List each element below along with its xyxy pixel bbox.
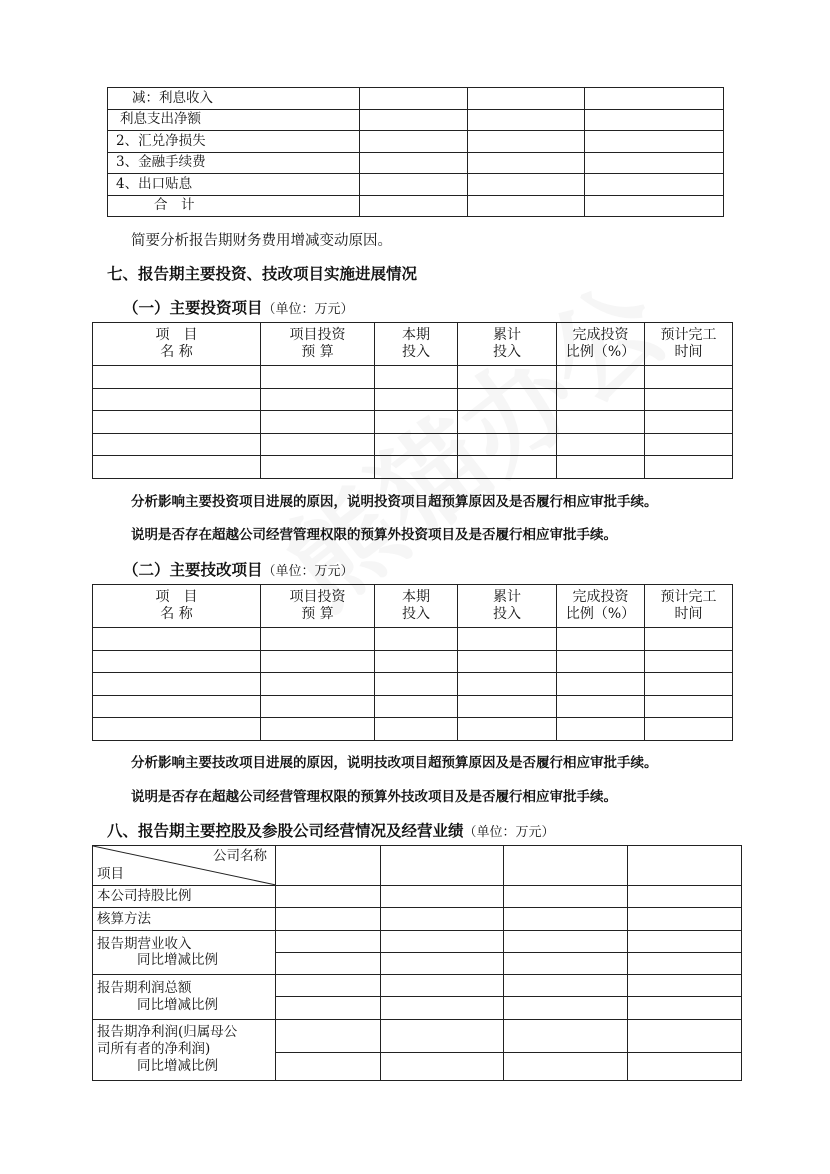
row-label: 2、汇兑净损失 <box>116 132 206 149</box>
table-row <box>93 930 742 952</box>
row-label: 减：利息收入 <box>132 89 213 106</box>
tech-subtitle-text: （二）主要技改项目 <box>123 560 263 579</box>
table-row <box>108 152 724 174</box>
row-label: 4、出口贴息 <box>116 175 193 192</box>
table-row <box>93 650 733 673</box>
table-cell <box>360 131 468 153</box>
section8-title <box>107 819 555 841</box>
header-cumulative-input: 累计 投入 <box>458 585 557 628</box>
diag-top-label: 公司名称 <box>213 848 267 864</box>
company-name-cell <box>504 846 628 886</box>
header-budget: 项目投资 预 算 <box>261 585 375 628</box>
header-row <box>93 585 733 628</box>
table-cell <box>585 195 724 217</box>
tech-subtitle <box>123 558 354 580</box>
table-row <box>93 673 733 696</box>
header-current-input: 本期 投入 <box>375 585 458 628</box>
header-row <box>93 323 733 366</box>
table-cell <box>585 88 724 110</box>
subsidiaries-table <box>92 845 742 1081</box>
table-cell <box>360 109 468 131</box>
row-label: 3、金融手续费 <box>116 154 206 171</box>
table-cell <box>360 88 468 110</box>
table-row <box>93 411 733 434</box>
table-cell <box>468 152 585 174</box>
diagonal-header-cell <box>93 846 276 886</box>
header-project-name: 项 目 名 称 <box>93 323 261 366</box>
invest-subtitle-text: （一）主要投资项目 <box>123 298 263 317</box>
table-row <box>108 109 724 131</box>
table-row <box>108 195 724 217</box>
tech-projects-table <box>92 584 733 741</box>
diag-bottom-label: 项目 <box>97 866 124 883</box>
company-name-cell <box>381 846 504 886</box>
header-completion-ratio: 完成投资 比例（%） <box>557 585 645 628</box>
table-cell <box>585 131 724 153</box>
table-cell <box>360 152 468 174</box>
header-budget: 项目投资 预 算 <box>261 323 375 366</box>
section8-unit: （单位：万元） <box>463 825 555 840</box>
table-row <box>93 908 742 930</box>
header-project-name: 项 目 名 称 <box>93 585 261 628</box>
table-cell <box>585 109 724 131</box>
row-label-revenue: 报告期营业收入 同比增减比例 <box>93 930 276 975</box>
table-row <box>93 456 733 479</box>
table-cell <box>468 88 585 110</box>
investment-projects-table <box>92 322 733 479</box>
tech-note-2: 说明是否存在超越公司经营管理权限的预算外技改项目及是否履行相应审批手续。 <box>131 789 617 805</box>
section7-title: 七、报告期主要投资、技改项目实施进展情况 <box>107 264 418 283</box>
tech-note-1: 分析影响主要技改项目进展的原因，说明技改项目超预算原因及是否履行相应审批手续。 <box>131 755 658 771</box>
table-row <box>93 886 742 908</box>
table-cell <box>468 195 585 217</box>
table-cell <box>360 174 468 196</box>
header-row <box>93 846 742 886</box>
header-completion-ratio: 完成投资 比例（%） <box>557 323 645 366</box>
table-row <box>108 174 724 196</box>
table-cell <box>468 109 585 131</box>
table-row <box>93 388 733 411</box>
finance-note: 简要分析报告期财务费用增减变动原因。 <box>131 233 392 249</box>
table-cell <box>468 131 585 153</box>
table-row <box>93 718 733 741</box>
table-row <box>108 88 724 110</box>
invest-note-2: 说明是否存在超越公司经营管理权限的预算外投资项目及是否履行相应审批手续。 <box>131 527 617 543</box>
invest-note-1: 分析影响主要投资项目进展的原因，说明投资项目超预算原因及是否履行相应审批手续。 <box>131 494 658 510</box>
table-row <box>93 1019 742 1052</box>
table-row <box>93 433 733 456</box>
header-current-input: 本期 投入 <box>375 323 458 366</box>
row-label: 利息支出净额 <box>120 111 201 128</box>
table-row <box>93 975 742 997</box>
row-label-profit: 报告期利润总额 同比增减比例 <box>93 975 276 1020</box>
table-row <box>93 695 733 718</box>
finance-expense-table <box>107 87 724 217</box>
header-cumulative-input: 累计 投入 <box>458 323 557 366</box>
row-label: 合 计 <box>154 197 195 214</box>
table-row <box>93 628 733 651</box>
company-name-cell <box>628 846 742 886</box>
table-cell <box>360 195 468 217</box>
invest-subtitle <box>123 296 354 318</box>
table-row <box>108 131 724 153</box>
invest-unit: （单位：万元） <box>262 302 354 317</box>
row-label: 核算方法 <box>93 908 276 930</box>
table-cell <box>585 174 724 196</box>
table-cell <box>585 152 724 174</box>
header-expected-completion: 预计完工 时间 <box>645 323 733 366</box>
tech-unit: （单位：万元） <box>262 564 354 579</box>
table-row <box>93 366 733 389</box>
section8-title-text: 八、报告期主要控股及参股公司经营情况及经营业绩 <box>107 821 464 840</box>
table-cell <box>468 174 585 196</box>
company-name-cell <box>276 846 381 886</box>
row-label: 本公司持股比例 <box>93 886 276 908</box>
row-label-net-profit: 报告期净利润(归属母公 司所有者的净利润) 同比增减比例 <box>93 1019 276 1080</box>
header-expected-completion: 预计完工 时间 <box>645 585 733 628</box>
